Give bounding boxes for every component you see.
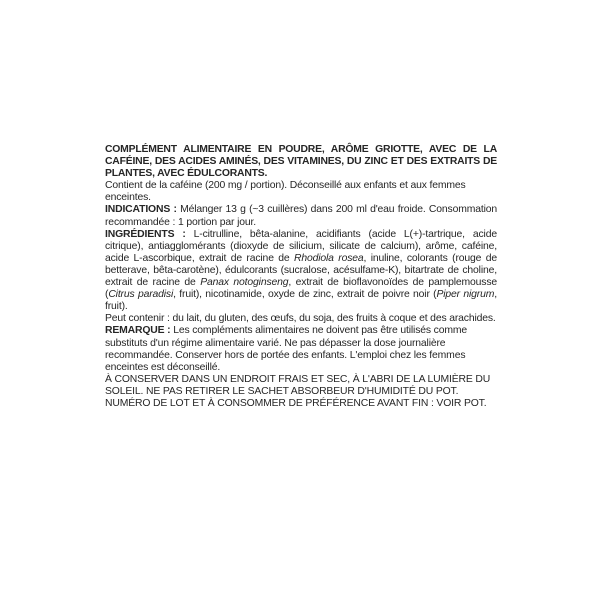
remarque-text: Les compléments alimentaires ne doivent pas être utilisés comme substituts d'un régime alimentaire varié. Ne pas dépasser la dose journalière recommandée. Conserver hors de portée des enfants. L'emploi chez les femmes enceintes est déconseillé.	[105, 325, 467, 373]
product-title: COMPLÉMENT ALIMENTAIRE EN POUDRE, ARÔME GRIOTTE, AVEC DE LA CAFÉINE, DES ACIDES AMINÉS, DES VITAMINES, DU ZINC ET DES EXTRAITS DE PLANTES, AVEC ÉDULCORANTS.	[105, 144, 497, 180]
ingredient-citrus: Citrus paradisi	[108, 289, 174, 301]
indications-text: Mélanger 13 g (~3 cuillères) dans 200 ml d'eau froide. Consommation recommandée : 1 portion par jour.	[105, 204, 497, 228]
ingredients-text-2: , inuline, colorants (rouge de betterave, bêta-carotène), édulcorants (sucralose, acésulfame-K), bitartrate de choline, extrait de racine de	[105, 252, 497, 289]
indications-section	[105, 204, 497, 228]
caffeine-notice: Contient de la caféine (200 mg / portion). Déconseillé aux enfants et aux femmes enceintes.	[105, 180, 466, 204]
ingredient-piper: Piper nigrum	[436, 289, 495, 301]
ingredients-text-3: , extrait de bioflavonoïdes de pamplemousse (	[105, 277, 498, 301]
ingredients-label: INGRÉDIENTS :	[105, 228, 186, 240]
ingredients-text-1: L-citrulline, bêta-alanine, acidifiants (acide L(+)-tartrique, acide citrique), antiagglomérants (dioxyde de silicium, silicate de calcium), arôme, caféine, acide L-ascorbique, extrait de racine de	[105, 228, 497, 264]
allergens-notice: Peut contenir : du lait, du gluten, des œufs, du soja, des fruits à coque et des arachides.	[105, 313, 496, 325]
indications-label: INDICATIONS :	[105, 204, 177, 216]
remarque-label: REMARQUE :	[105, 325, 171, 337]
ingredients-section	[105, 229, 497, 314]
ingredients-text-5: , fruit).	[105, 289, 497, 313]
storage-instructions: À CONSERVER DANS UN ENDROIT FRAIS ET SEC, À L'ABRI DE LA LUMIÈRE DU SOLEIL. NE PAS RETIRER LE SACHET ABSORBEUR D'HUMIDITÉ DU POT.	[105, 373, 491, 397]
ingredients-text-4: , fruit), nicotinamide, oxyde de zinc, extrait de poivre noir (	[173, 289, 437, 301]
product-label	[105, 144, 497, 410]
remarque-section	[105, 325, 497, 373]
lot-info: NUMÉRO DE LOT ET À CONSOMMER DE PRÉFÉRENCE AVANT FIN : VOIR POT.	[105, 397, 487, 409]
ingredient-rhodiola: Rhodiola rosea	[293, 252, 364, 264]
ingredient-panax: Panax notoginseng	[200, 277, 289, 289]
